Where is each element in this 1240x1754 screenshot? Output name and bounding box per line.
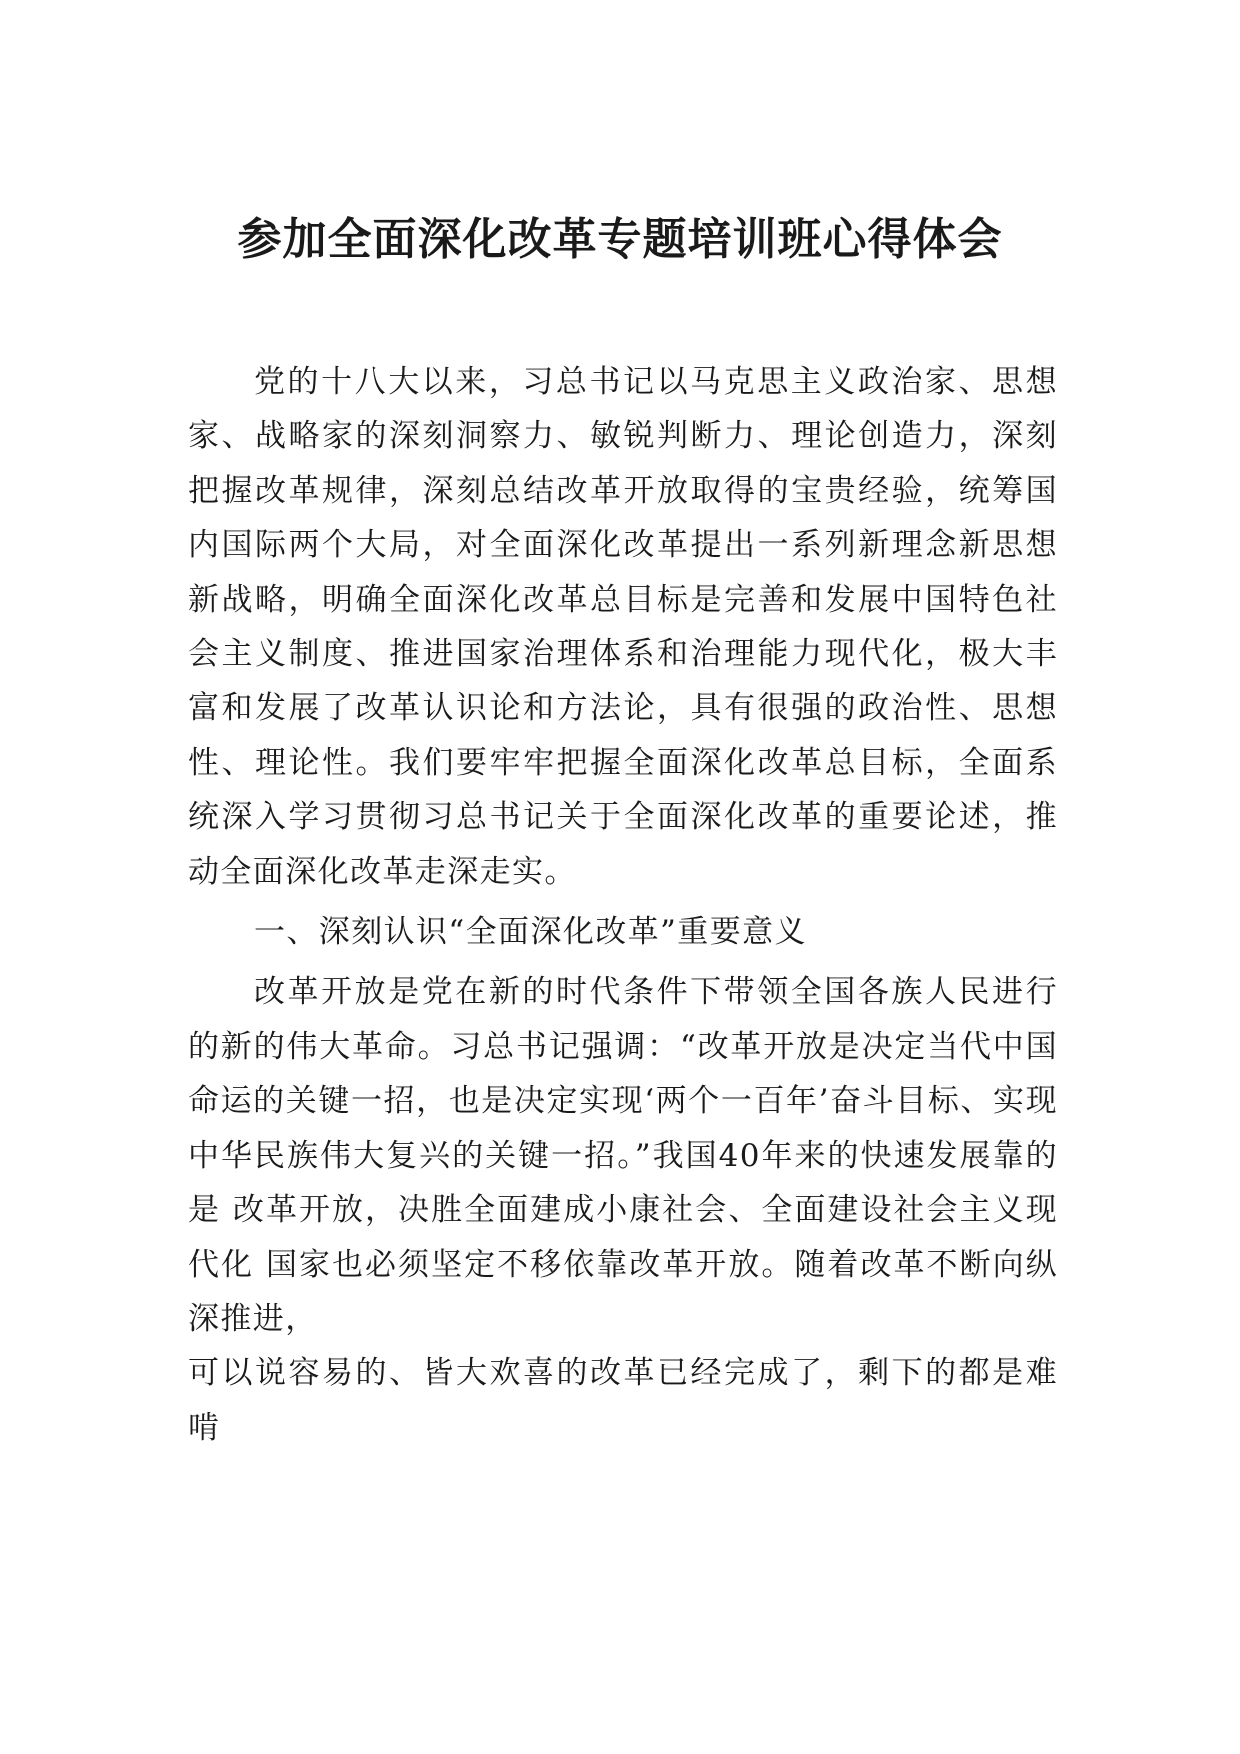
section-heading: 一、深刻认识“全面深化改革”重要意义 xyxy=(254,914,807,951)
paragraph-continuation: 可以说容易的、皆大欢喜的改革已经完成了，剩下的都是难啃 xyxy=(188,1355,1058,1446)
paragraph-intro: 党的十八大以来，习总书记以马克思主义政治家、思想家、战略家的深刻洞察力、敏锐判断力、理论创造力，深刻把握改革规律，深刻总结改革开放取得的宝贵经验，统筹国内国际两个大局，对全面深化改革提出一系列新理念新思想新战略，明确全面深化改革总目标是完善和发展中国特色社会主义制度、推进国家治理体系和治理能力现代化，极大丰富和发展了改革认识论和方法论，具有很强的政治性、思想性、理论性。我们要牢牢把握全面深化改革总目标，全面系统深入学习贯彻习总书记关于全面深化改革的重要论述，推动全面深化改革走深走实。 xyxy=(188,364,1058,890)
document-body xyxy=(188,355,1058,1455)
paragraph-reform-significance: 改革开放是党在新的时代条件下带领全国各族人民进行的新的伟大革命。习总书记强调：“改革开放是决定当代中国命运的关键一招，也是决定实现‘两个一百年’奋斗目标、实现中华民族伟大复兴的关键一招。”我国40年来的快速发展靠的是 改革开放，决胜全面建成小康社会、全面建设社会主义现代化 国家也必须坚定不移依靠改革开放。随着改革不断向纵深推进， xyxy=(188,974,1058,1337)
document-title: 参加全面深化改革专题培训班心得体会 xyxy=(237,214,1003,265)
